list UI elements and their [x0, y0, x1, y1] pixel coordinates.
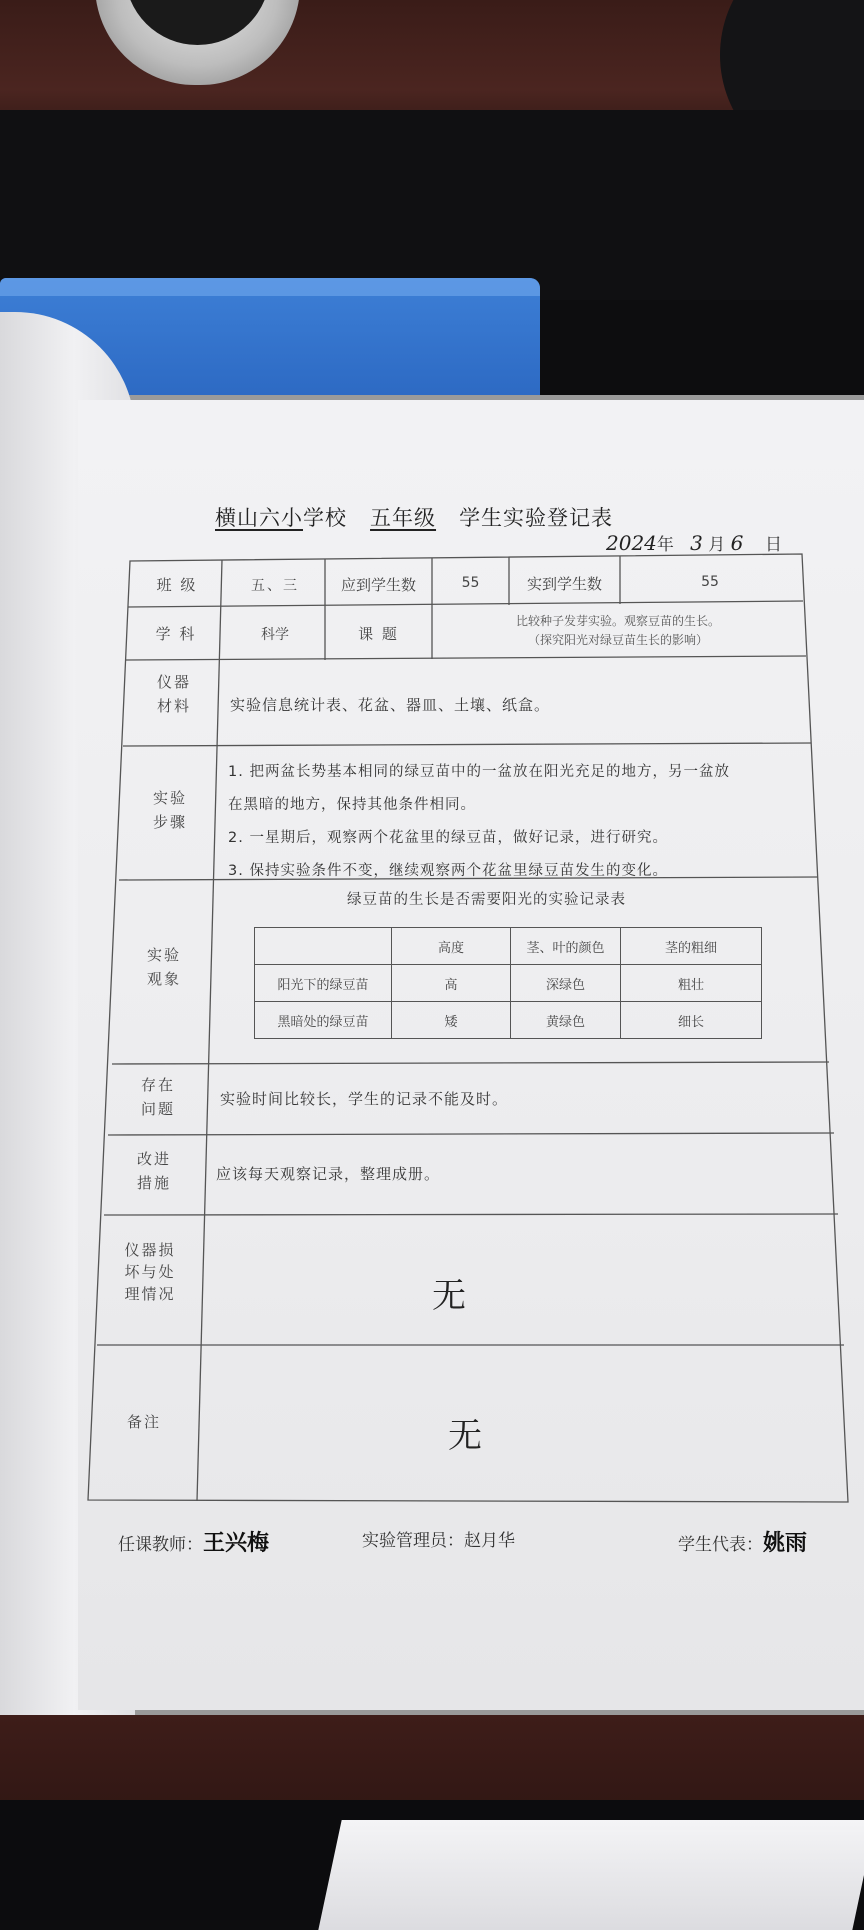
record-table-title: 绿豆苗的生长是否需要阳光的实验记录表 [347, 892, 626, 908]
damage-value: 无 [432, 1276, 466, 1316]
topic-line-2: （探究阳光对绿豆苗生长的影响） [527, 633, 708, 648]
phenomenon-label [118, 943, 210, 991]
notes-label: 备注 [126, 1413, 161, 1431]
table-row [255, 1002, 762, 1039]
improvements-label-1: 改进 [136, 1150, 171, 1168]
steps-line-4: 3. 保持实验条件不变，继续观察两个花盆里绿豆苗发生的变化。 [228, 863, 668, 879]
student-label: 学生代表： [678, 1535, 763, 1555]
steps-line-2: 在黑暗的地方，保持其他条件相同。 [228, 797, 476, 813]
improvements-label [108, 1147, 200, 1195]
admin-name: 赵月华 [464, 1531, 515, 1551]
topic-line-1: 比较种子发芽实验。观察豆苗的生长。 [515, 614, 720, 628]
date-year-unit: 年 [656, 535, 674, 555]
table-row [255, 965, 762, 1002]
record-table-header [255, 928, 762, 965]
school-suffix: 学校 [303, 506, 347, 530]
date-year: 2024 [606, 531, 657, 555]
date-day-unit: 日 [765, 535, 783, 555]
problems-label-1: 存在 [140, 1076, 175, 1094]
actual-students-label: 实到学生数 [526, 575, 602, 593]
class-label: 班 级 [156, 576, 198, 594]
header-cell [255, 928, 392, 965]
date-month: 3 [690, 531, 703, 555]
table-cell: 粗壮 [621, 965, 762, 1002]
teacher-signature [118, 1526, 269, 1557]
damage-label-3: 理情况 [124, 1284, 176, 1303]
admin-signature [362, 1526, 515, 1551]
damage-label [104, 1240, 196, 1305]
steps-list [228, 756, 808, 888]
problems-label-2: 问题 [140, 1100, 175, 1118]
form-name: 学生实验登记表 [459, 506, 614, 530]
improvements-label-2: 措施 [136, 1174, 171, 1192]
header-cell: 高度 [392, 928, 511, 965]
header-cell: 茎的粗细 [621, 928, 762, 965]
phenomenon-label-1: 实验 [146, 946, 181, 964]
record-table [254, 927, 762, 1039]
materials-label-1: 仪器 [156, 673, 191, 691]
damage-label-2: 坏与处 [124, 1262, 176, 1281]
class-value: 五、三 [251, 578, 299, 594]
notes-value: 无 [448, 1416, 482, 1456]
admin-label: 实验管理员： [362, 1531, 464, 1551]
table-cell: 高 [392, 965, 511, 1002]
topic-value [432, 612, 804, 650]
improvements-value: 应该每天观察记录，整理成册。 [216, 1165, 441, 1183]
steps-line-1: 1. 把两盆长势基本相同的绿豆苗中的一盆放在阳光充足的地方，另一盆放 [228, 764, 730, 780]
problems-label [112, 1073, 204, 1121]
steps-line-3: 2. 一星期后，观察两个花盆里的绿豆苗，做好记录，进行研究。 [228, 830, 668, 846]
phenomenon-label-2: 观象 [146, 970, 181, 988]
materials-label [128, 670, 220, 718]
problems-value: 实验时间比较长，学生的记录不能及时。 [220, 1090, 509, 1108]
grade-name: 五年级 [370, 506, 437, 530]
topic-label: 课 题 [358, 625, 399, 643]
actual-students-value: 55 [701, 574, 719, 590]
table-cell: 黑暗处的绿豆苗 [255, 1002, 392, 1039]
table-cell: 矮 [392, 1002, 511, 1039]
student-signature [678, 1526, 807, 1557]
date-month-unit: 月 [708, 535, 726, 555]
materials-value: 实验信息统计表、花盆、器皿、土壤、纸盒。 [230, 696, 551, 714]
steps-label [124, 786, 216, 834]
form-date [606, 530, 782, 555]
table-cell: 黄绿色 [511, 1002, 621, 1039]
expected-students-value: 55 [461, 575, 480, 591]
table-cell: 细长 [621, 1002, 762, 1039]
form-title [215, 502, 715, 532]
table-cell: 阳光下的绿豆苗 [255, 965, 392, 1002]
subject-value: 科学 [261, 627, 289, 643]
expected-students-label: 应到学生数 [340, 576, 416, 594]
steps-label-2: 步骤 [152, 813, 187, 831]
header-cell: 茎、叶的颜色 [511, 928, 621, 965]
school-name: 横山六小 [215, 506, 303, 530]
teacher-label: 任课教师： [118, 1535, 203, 1555]
damage-label-1: 仪器损 [124, 1241, 176, 1259]
steps-label-1: 实验 [152, 789, 187, 807]
table-cell: 深绿色 [511, 965, 621, 1002]
materials-label-2: 材料 [156, 697, 191, 715]
date-day: 6 [730, 531, 744, 555]
teacher-name: 王兴梅 [203, 1530, 270, 1556]
student-name: 姚雨 [763, 1530, 808, 1556]
subject-label: 学 科 [155, 625, 197, 643]
